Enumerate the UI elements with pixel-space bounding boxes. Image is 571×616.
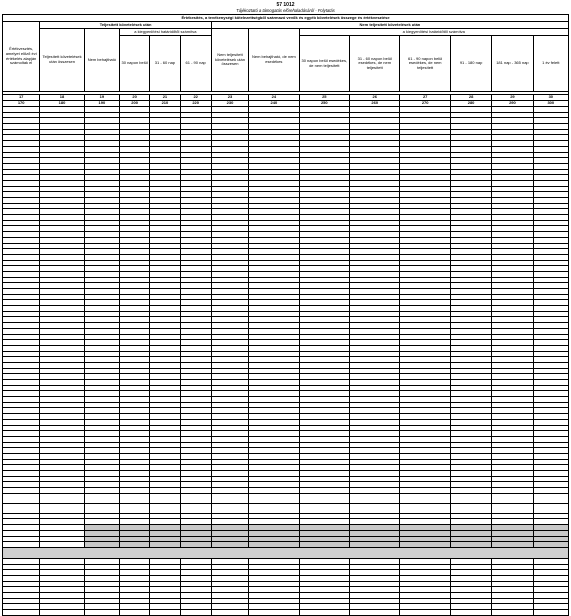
input-cell[interactable]: [350, 503, 400, 513]
input-cell[interactable]: [299, 503, 349, 513]
row-code: 250: [299, 101, 349, 107]
row-code: 270: [400, 101, 450, 107]
header-col19: Nem behajtható: [84, 29, 119, 92]
input-cell[interactable]: [120, 503, 150, 513]
input-cell[interactable]: [533, 493, 568, 503]
input-cell[interactable]: [84, 503, 119, 513]
column-number: 19: [84, 95, 119, 101]
column-number: 20: [120, 95, 150, 101]
input-cell[interactable]: [3, 610, 40, 616]
input-cell[interactable]: [84, 610, 119, 616]
input-cell[interactable]: [450, 610, 491, 616]
input-cell[interactable]: [40, 493, 84, 503]
input-cell[interactable]: [211, 493, 248, 503]
table-row: [3, 503, 569, 513]
input-cell[interactable]: [249, 493, 299, 503]
input-cell[interactable]: [492, 493, 533, 503]
input-cell[interactable]: [40, 503, 84, 513]
header-col24: Nem behajtható, de nem esedékes: [249, 29, 299, 92]
input-cell[interactable]: [3, 493, 40, 503]
column-number: 22: [180, 95, 211, 101]
column-number: 25: [299, 95, 349, 101]
row-code: 190: [84, 101, 119, 107]
header-col17: Értékvesztés, amelyet előző évi értékelés alapján számoltak el: [3, 22, 40, 92]
header-col26: 31 - 60 napon belül esedékes, de nem teljesített: [350, 36, 400, 92]
data-table: [2, 14, 569, 616]
input-cell[interactable]: [211, 503, 248, 513]
input-cell[interactable]: [533, 610, 568, 616]
input-cell[interactable]: [120, 493, 150, 503]
row-code: 290: [492, 101, 533, 107]
header-col25: 30 napon belül esedékes, de nem teljesített: [299, 36, 349, 92]
header-sub-left: a kiegyenlítési határidőtől számítva: [120, 29, 212, 36]
summary-band: [3, 547, 569, 558]
input-cell[interactable]: [249, 503, 299, 513]
row-code: 300: [533, 101, 568, 107]
column-number: 26: [350, 95, 400, 101]
row-code: 260: [350, 101, 400, 107]
column-number: 28: [450, 95, 491, 101]
column-number: 29: [492, 95, 533, 101]
column-number: 27: [400, 95, 450, 101]
column-number: 24: [249, 95, 299, 101]
input-cell[interactable]: [350, 493, 400, 503]
row-code: 180: [40, 101, 84, 107]
row-code: 230: [211, 101, 248, 107]
row-code: 280: [450, 101, 491, 107]
input-cell[interactable]: [299, 493, 349, 503]
row-code: 240: [249, 101, 299, 107]
input-cell[interactable]: [120, 610, 150, 616]
input-cell[interactable]: [3, 503, 40, 513]
header-col27: 61 - 90 napon belül esedékes, de nem teljesített: [400, 36, 450, 92]
table-row: [3, 610, 569, 616]
header-sub-right: a kiegyenlítési határidőtől számítva: [299, 29, 568, 36]
header-col28: 91 - 180 nap: [450, 36, 491, 92]
column-number: 21: [150, 95, 180, 101]
header-group-right: Nem teljesített követelések után: [211, 22, 568, 29]
row-code: 170: [3, 101, 40, 107]
column-number: 23: [211, 95, 248, 101]
input-cell[interactable]: [533, 503, 568, 513]
row-code: 210: [150, 101, 180, 107]
header-col18: Teljesített követelések után összesen: [40, 29, 84, 92]
header-top: Értékesítés, a tevékenységi kötelezettségből származó vevők és egyéb követelések összege és értékvesztése: [3, 15, 569, 22]
input-cell[interactable]: [180, 610, 211, 616]
input-cell[interactable]: [150, 610, 180, 616]
input-cell[interactable]: [450, 493, 491, 503]
input-cell[interactable]: [492, 503, 533, 513]
column-number: 30: [533, 95, 568, 101]
header-col20: 30 napon belül: [120, 36, 150, 92]
input-cell[interactable]: [249, 610, 299, 616]
header-col30: 1 év felett: [533, 36, 568, 92]
input-cell[interactable]: [299, 610, 349, 616]
input-cell[interactable]: [150, 503, 180, 513]
header-col22: 61 - 90 nap: [180, 36, 211, 92]
header-col29: 181 nap - 365 nap: [492, 36, 533, 92]
row-code: 220: [180, 101, 211, 107]
header-group-left: Teljesített követelések után: [40, 22, 211, 29]
input-cell[interactable]: [400, 493, 450, 503]
summary-band-cell: [3, 547, 569, 558]
row-code: 200: [120, 101, 150, 107]
input-cell[interactable]: [40, 610, 84, 616]
input-cell[interactable]: [180, 503, 211, 513]
input-cell[interactable]: [84, 493, 119, 503]
column-number: 17: [3, 95, 40, 101]
input-cell[interactable]: [211, 610, 248, 616]
form-code: 57 1012: [276, 2, 295, 8]
form-subtitle: Tájékoztató a támogatás előrehaladásáról - Folytatás: [236, 8, 335, 13]
header-col21: 31 - 60 nap: [150, 36, 180, 92]
column-number: 18: [40, 95, 84, 101]
input-cell[interactable]: [150, 493, 180, 503]
input-cell[interactable]: [180, 493, 211, 503]
input-cell[interactable]: [450, 503, 491, 513]
input-cell[interactable]: [492, 610, 533, 616]
input-cell[interactable]: [350, 610, 400, 616]
header-col23: Nem teljesített követelések után összesen: [211, 29, 248, 92]
input-cell[interactable]: [400, 503, 450, 513]
input-cell[interactable]: [400, 610, 450, 616]
table-row: [3, 493, 569, 503]
